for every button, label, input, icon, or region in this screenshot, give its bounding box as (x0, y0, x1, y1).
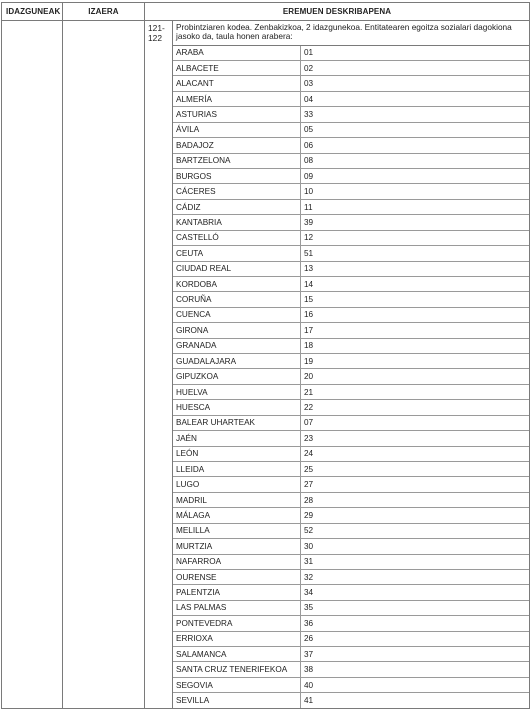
province-row (173, 616, 529, 631)
header-idazguneak: IDAZGUNEAK (2, 3, 63, 21)
province-code: 35 (301, 600, 530, 615)
province-name: ALBACETE (173, 61, 301, 76)
province-row (173, 677, 529, 692)
province-row (173, 585, 529, 600)
province-row (173, 354, 529, 369)
province-name: OURENSE (173, 569, 301, 584)
province-code: 22 (301, 400, 530, 415)
province-name: LLEIDA (173, 461, 301, 476)
province-row (173, 199, 529, 214)
province-name: MELILLA (173, 523, 301, 538)
province-name: GIRONA (173, 323, 301, 338)
province-code: 32 (301, 569, 530, 584)
province-row (173, 338, 529, 353)
province-code: 33 (301, 107, 530, 122)
province-code: 06 (301, 138, 530, 153)
province-name: CASTELLÓ (173, 230, 301, 245)
province-name: BALEAR UHARTEAK (173, 415, 301, 430)
province-name: KORDOBA (173, 276, 301, 291)
province-code: 19 (301, 354, 530, 369)
province-row (173, 184, 529, 199)
province-code: 13 (301, 261, 530, 276)
province-row (173, 600, 529, 615)
province-code: 07 (301, 415, 530, 430)
province-row (173, 107, 529, 122)
province-row (173, 477, 529, 492)
province-code: 24 (301, 446, 530, 461)
field-spec-table (1, 2, 530, 709)
province-row (173, 276, 529, 291)
province-name: SEGOVIA (173, 677, 301, 692)
province-code: 52 (301, 523, 530, 538)
province-code: 38 (301, 662, 530, 677)
header-row (2, 3, 530, 21)
province-code: 20 (301, 369, 530, 384)
province-code: 27 (301, 477, 530, 492)
province-code: 02 (301, 61, 530, 76)
province-name: GIPUZKOA (173, 369, 301, 384)
province-row (173, 261, 529, 276)
province-row (173, 384, 529, 399)
province-name: CIUDAD REAL (173, 261, 301, 276)
province-code: 31 (301, 554, 530, 569)
izaera-cell (63, 21, 145, 709)
province-row (173, 307, 529, 322)
province-name: ASTURIAS (173, 107, 301, 122)
province-row (173, 230, 529, 245)
field-code: 121-122 (145, 21, 173, 709)
province-code: 12 (301, 230, 530, 245)
province-row (173, 461, 529, 476)
province-code: 39 (301, 215, 530, 230)
province-row (173, 569, 529, 584)
province-name: BARTZELONA (173, 153, 301, 168)
province-row (173, 46, 529, 61)
province-code: 14 (301, 276, 530, 291)
province-code: 04 (301, 91, 530, 106)
province-row (173, 369, 529, 384)
province-name: CÁDIZ (173, 199, 301, 214)
province-name: GRANADA (173, 338, 301, 353)
field-row (2, 21, 530, 709)
province-code: 34 (301, 585, 530, 600)
province-name: SALAMANCA (173, 647, 301, 662)
province-row (173, 138, 529, 153)
province-row (173, 446, 529, 461)
province-name: LAS PALMAS (173, 600, 301, 615)
province-code: 41 (304, 696, 314, 706)
province-row (173, 400, 529, 415)
province-name: MÁLAGA (173, 508, 301, 523)
province-row (173, 647, 529, 662)
header-izaera: IZAERA (63, 3, 145, 21)
province-code: 08 (301, 153, 530, 168)
province-code: 36 (301, 616, 530, 631)
province-code: 16 (301, 307, 530, 322)
province-row (173, 539, 529, 554)
province-name: JAÉN (173, 431, 301, 446)
province-name: BADAJOZ (173, 138, 301, 153)
province-code: 15 (301, 292, 530, 307)
province-row (173, 215, 529, 230)
province-row (173, 631, 529, 646)
province-code: 18 (301, 338, 530, 353)
province-code: 10 (301, 184, 530, 199)
province-row (173, 693, 529, 708)
province-row (173, 153, 529, 168)
header-eremuen-deskribapena: EREMUEN DESKRIBAPENA (145, 3, 530, 21)
province-row (173, 246, 529, 261)
province-name: MURTZIA (173, 539, 301, 554)
province-row (173, 76, 529, 91)
province-name: LUGO (173, 477, 301, 492)
province-name: GUADALAJARA (173, 354, 301, 369)
province-name: SANTA CRUZ TENERIFEKOA (173, 662, 301, 677)
field-description: Probintziaren kodea. Zenbakizkoa, 2 idazgunekoa. Entitatearen egoitza sozialari dagokiona jasoko da, taula honen arabera: (173, 21, 529, 46)
province-code: 03 (301, 76, 530, 91)
province-code: 05 (301, 122, 530, 137)
province-name: CÁCERES (173, 184, 301, 199)
province-code: 37 (301, 647, 530, 662)
province-code: 17 (301, 323, 530, 338)
province-code: 11 (301, 199, 530, 214)
province-name: ALMERÍA (173, 91, 301, 106)
province-row (173, 431, 529, 446)
province-name: HUESCA (173, 400, 301, 415)
province-code: 30 (301, 539, 530, 554)
province-name: BURGOS (173, 168, 301, 183)
province-code: 23 (301, 431, 530, 446)
province-name: KANTABRIA (173, 215, 301, 230)
province-name: LEÓN (173, 446, 301, 461)
province-name: ERRIOXA (173, 631, 301, 646)
province-row (173, 61, 529, 76)
province-row (173, 662, 529, 677)
province-code: 09 (301, 168, 530, 183)
province-row (173, 523, 529, 538)
province-code: 29 (301, 508, 530, 523)
province-code: 26 (301, 631, 530, 646)
province-row (173, 292, 529, 307)
province-row (173, 91, 529, 106)
province-row (173, 168, 529, 183)
idazguneak-cell (2, 21, 63, 709)
province-row (173, 508, 529, 523)
province-code: 28 (301, 492, 530, 507)
province-name: MADRIL (173, 492, 301, 507)
field-description-cell (173, 21, 530, 709)
province-name: PALENTZIA (173, 585, 301, 600)
province-row (173, 492, 529, 507)
province-row (173, 122, 529, 137)
province-name: ALACANT (173, 76, 301, 91)
province-name: CORUÑA (173, 292, 301, 307)
province-name: HUELVA (173, 384, 301, 399)
province-code: 40 (301, 677, 530, 692)
province-name: ÁVILA (173, 122, 301, 137)
province-name: CEUTA (173, 246, 301, 261)
province-name: CUENCA (173, 307, 301, 322)
province-code: 25 (301, 461, 530, 476)
province-code-table (173, 46, 529, 708)
province-code: 21 (301, 384, 530, 399)
province-name: PONTEVEDRA (173, 616, 301, 631)
province-name: ARABA (173, 46, 301, 61)
province-code: 51 (301, 246, 530, 261)
province-row (173, 323, 529, 338)
province-row (173, 415, 529, 430)
province-name: SEVILLA (173, 693, 301, 708)
province-row (173, 554, 529, 569)
province-code: 01 (301, 46, 530, 61)
province-name: NAFARROA (173, 554, 301, 569)
